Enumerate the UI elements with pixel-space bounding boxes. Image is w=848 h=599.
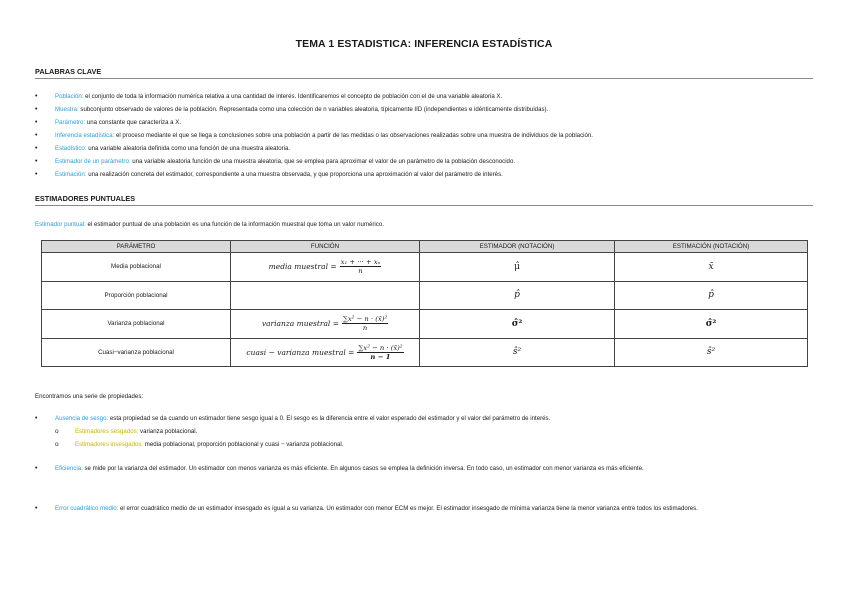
- param-cell: Varianza poblacional: [42, 310, 231, 339]
- list-item: [35, 463, 815, 476]
- keyword-definition: una variable aleatoria definida como una función de una muestra aleatoria.: [86, 145, 291, 152]
- list-item: [35, 168, 815, 181]
- point-estimator-definition: [35, 219, 815, 230]
- param-cell: Cuasi−varianza poblacional: [42, 338, 231, 367]
- property-term: Estimadores sesgados:: [75, 428, 139, 435]
- point-estimator-term: Estimador puntual:: [35, 221, 86, 228]
- estimate-notation: ŝ²: [706, 347, 716, 358]
- estimator-notation: p̂: [514, 290, 520, 301]
- column-header: FUNCIÓN: [231, 241, 420, 253]
- keyword-definition: el conjunto de toda la información numérica relativa a una cantidad de interés. Identificaremos el concepto de población con el de una variable aleatoria X.: [83, 93, 503, 100]
- param-cell: Proporción poblacional: [42, 281, 231, 310]
- bias-sublist: [55, 425, 815, 451]
- table-header-row: [42, 241, 808, 253]
- list-item: [35, 129, 815, 142]
- keyword-term: Población:: [55, 93, 84, 100]
- estimator-notation: σ̂²: [511, 318, 523, 329]
- estimate-notation: σ̂²: [705, 318, 717, 329]
- keyword-definition: el proceso mediante el que se llega a conclusiones sobre una población a partir de las medidas o las observaciones realizadas sobre una muestra de individuos de la población.: [114, 132, 593, 139]
- table-row: [42, 310, 808, 339]
- function-numerator: x₁ + ··· + xₙ: [340, 258, 381, 267]
- list-item: [35, 503, 815, 516]
- function-denominator: n: [362, 324, 368, 333]
- keywords-list: [35, 90, 815, 181]
- column-header: PARÁMETRO: [42, 241, 231, 253]
- function-label: media muestral =: [268, 262, 337, 272]
- param-cell: Media poblacional: [42, 253, 231, 282]
- function-denominator: n: [358, 267, 363, 276]
- property-term: Ausencia de sesgo:: [55, 415, 109, 422]
- column-header: ESTIMADOR (NOTACIÓN): [420, 241, 615, 253]
- keyword-term: Estimación:: [55, 171, 87, 178]
- estimator-notation: ŝ²: [512, 347, 522, 358]
- keyword-term: Inferencia estadística:: [55, 132, 115, 139]
- table-row: [42, 338, 808, 367]
- keyword-term: Muestra:: [55, 106, 79, 113]
- table-row: [42, 253, 808, 282]
- estimators-table: [41, 240, 808, 367]
- estimator-notation: μ̂: [514, 261, 520, 272]
- estimate-notation: x̄: [708, 261, 714, 272]
- list-item: [35, 155, 815, 168]
- estimate-cell: [615, 310, 808, 339]
- section-heading-keywords: PALABRAS CLAVE: [35, 67, 813, 79]
- function-cell: [231, 338, 420, 367]
- keyword-definition: una constante que caracteriza a X.: [85, 119, 182, 126]
- property-text: el error cuadrático medio de un estimador insesgado es igual a su varianza. Un estimador con menor ECM es mejor. El estimador insesgado de mínima varianza tiene la menor varianza entre todos los estimadores.: [118, 505, 698, 512]
- keyword-definition: una realización concreta del estimador, correspondiente a una muestra observada, y que proporciona una aproximación al valor del parámetro de interés.: [86, 171, 503, 178]
- property-text: media poblacional, proporción poblacional y cuasi − varianza poblacional.: [143, 441, 344, 448]
- property-term: Error cuadrático medio:: [55, 505, 119, 512]
- estimator-cell: [420, 281, 615, 310]
- keyword-definition: subconjunto observado de valores de la población. Representada como una colección de n variables aleatoria, típicamente IID (independientes e idénticamente distribuidas).: [78, 106, 549, 113]
- function-label: cuasi − varianza muestral =: [246, 347, 355, 357]
- function-denominator: n − 1: [370, 352, 391, 361]
- list-item: [35, 142, 815, 155]
- property-text: se mide por la varianza del estimador. Un estimador con menos varianza es más eficiente. En algunos casos se emplea la definición inversa. En todo caso, un estimador con menor varianza es más eficiente.: [82, 465, 644, 472]
- function-cell: [231, 310, 420, 339]
- function-cell: [231, 281, 420, 310]
- property-term: Estimadores insesgados:: [75, 441, 144, 448]
- property-text: varianza poblacional.: [138, 428, 198, 435]
- estimate-cell: [615, 253, 808, 282]
- property-term: Eficiencia:: [55, 465, 83, 472]
- estimate-cell: [615, 338, 808, 367]
- list-item: [35, 90, 815, 103]
- page-title: TEMA 1 ESTADISTICA: INFERENCIA ESTADÍSTICA: [295, 38, 553, 50]
- estimate-notation: p̂: [708, 290, 714, 301]
- column-header: ESTIMACIÓN (NOTACIÓN): [615, 241, 808, 253]
- keyword-term: Estadístico:: [55, 145, 87, 152]
- point-estimator-text: el estimador puntual de una población es una función de la información muestral que toma un valor numérico.: [85, 221, 384, 228]
- list-item: [35, 116, 815, 129]
- function-label: varianza muestral =: [261, 319, 339, 329]
- list-item: [55, 438, 815, 451]
- property-bias-list: [35, 412, 815, 425]
- function-numerator: ∑x² − n · (x̄)²: [358, 343, 403, 352]
- estimator-cell: [420, 310, 615, 339]
- properties-intro: Encontramos una serie de propiedades:: [35, 393, 144, 400]
- section-heading-estimators: ESTIMADORES PUNTUALES: [35, 194, 813, 206]
- property-text: esta propiedad se da cuando un estimador tiene sesgo igual a 0. El sesgo es la diferencia entre el valor esperado del estimador y el valor del parámetro de interés.: [108, 415, 551, 422]
- property-efficiency-list: [35, 463, 815, 476]
- estimator-cell: [420, 338, 615, 367]
- keyword-definition: una variable aleatoria función de una muestra aleatoria, que se emplea para aproximar el valor de un parámetro de la población desconocido.: [130, 158, 516, 165]
- estimator-cell: [420, 253, 615, 282]
- table-row: [42, 281, 808, 310]
- list-item: [35, 412, 815, 425]
- estimate-cell: [615, 281, 808, 310]
- property-mse-list: [35, 503, 815, 516]
- list-item: [35, 103, 815, 116]
- list-item: [55, 425, 815, 438]
- keyword-term: Estimador de un parámetro:: [55, 158, 131, 165]
- keyword-term: Parámetro:: [55, 119, 86, 126]
- function-numerator: ∑x² − n · (x̄)²: [343, 315, 388, 324]
- function-cell: [231, 253, 420, 282]
